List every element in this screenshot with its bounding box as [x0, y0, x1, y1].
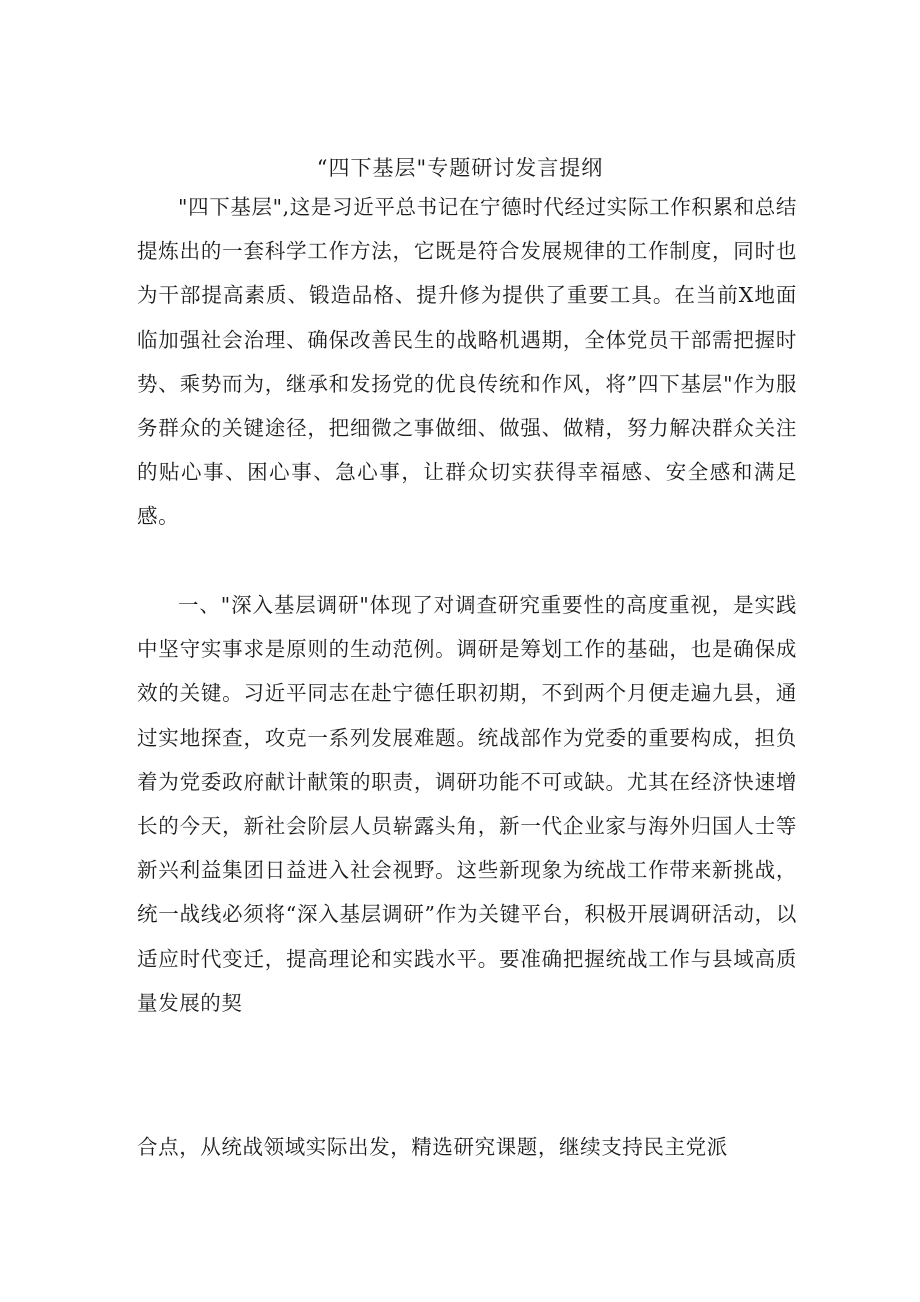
- paragraph-continuation: 合点，从统战领域实际出发，精选研究课题，继续支持民主党派: [137, 1135, 728, 1159]
- paragraph-section-one: 一、"深入基层调研"体现了对调查研究重要性的高度重视，是实践中坚守实事求是原则的生动范例。调研是筹划工作的基础，也是确保成效的关键。习近平同志在赴宁德任职初期，不到两个月便走遍九县，通过实地探查，攻克一系列发展难题。统战部作为党委的重要构成，担负着为党委政府献计献策的职责，调研功能不可或缺。尤其在经济快速增长的今天，新社会阶层人员崭露头角，新一代企业家与海外归国人士等新兴利益集团日益进入社会视野。这些新现象为统战工作带来新挑战，统一战线必须将“深入基层调研”作为关键平台，积极开展调研活动，以适应时代变迁，提高理论和实践水平。要准确把握统战工作与县域高质量发展的契: [137, 593, 797, 1015]
- document-title: “四下基层"专题研讨发言提纲: [316, 156, 604, 180]
- paragraph-intro: "四下基层",这是习近平总书记在宁德时代经过实际工作积累和总结提炼出的一套科学工作方法，它既是符合发展规律的工作制度，同时也为干部提高素质、锻造品格、提升修为提供了重要工具。在当前X地面临加强社会治理、确保改善民生的战略机遇期，全体党员干部需把握时势、乘势而为，继承和发扬党的优良传统和作风，将”四下基层"作为服务群众的关键途径，把细微之事做细、做强、做精，努力解决群众关注的贴心事、困心事、急心事，让群众切实获得幸福感、安全感和满足感。: [137, 195, 797, 529]
